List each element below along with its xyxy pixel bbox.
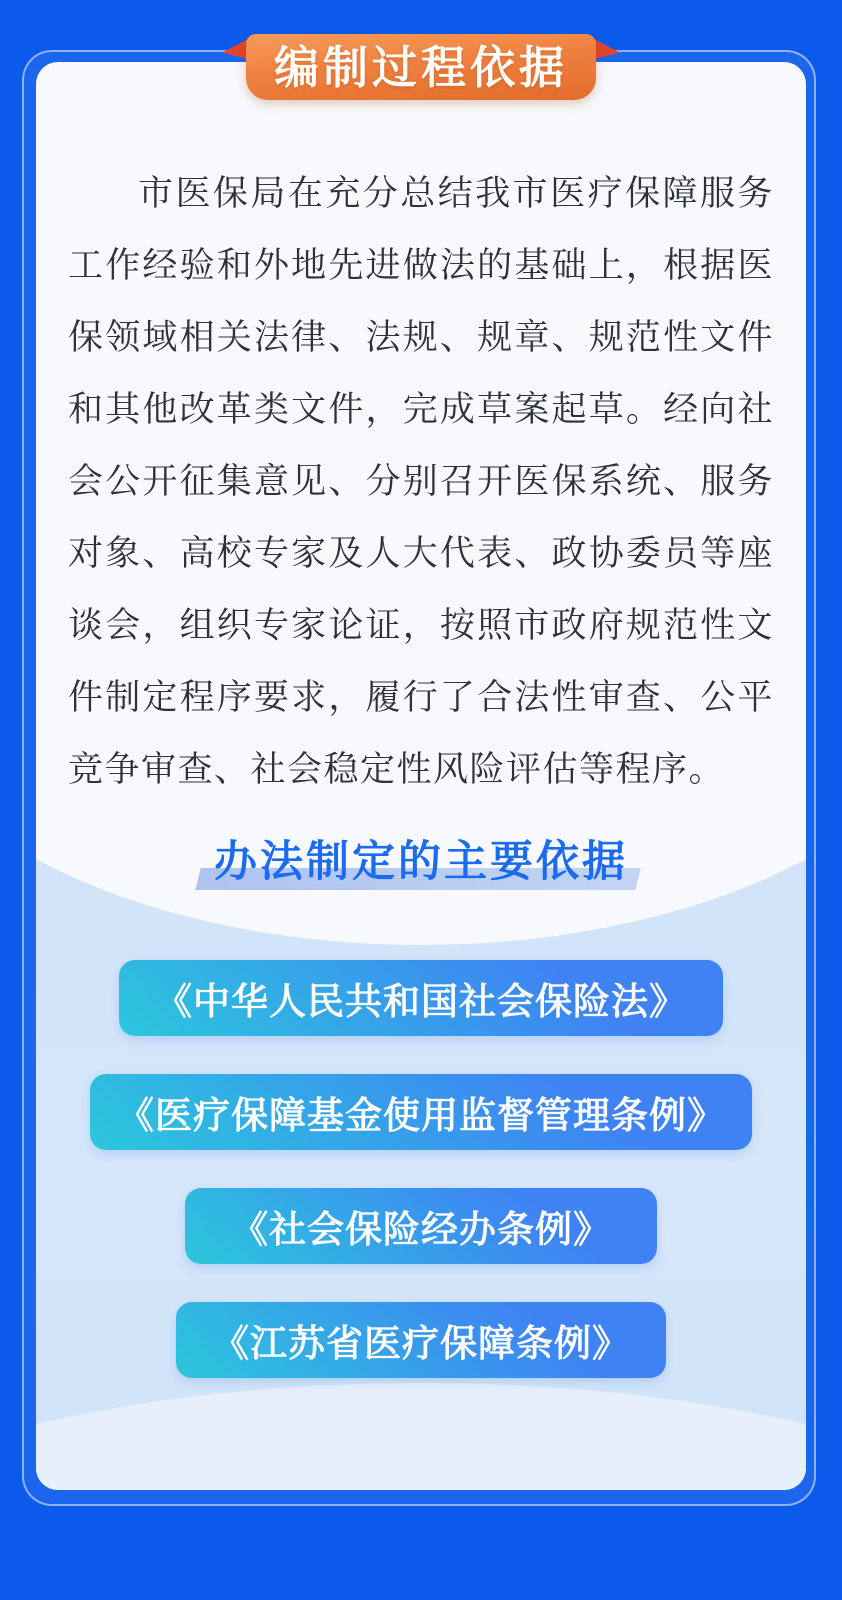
law-pill-label: 《中华人民共和国社会保险法》 bbox=[155, 981, 687, 1022]
law-list bbox=[36, 960, 806, 1378]
section-heading bbox=[214, 832, 628, 892]
page-title: 编制过程依据 bbox=[273, 41, 568, 93]
body-paragraph: 市医保局在充分总结我市医疗保障服务工作经验和外地先进做法的基础上，根据医保领域相关法律、法规、规章、规范性文件和其他改革类文件，完成草案起草。经向社会公开征集意见、分别召开医保系统、服务对象、高校专家及人大代表、政协委员等座谈会，组织专家论证，按照市政府规范性文件制定程序要求，履行了合法性审查、公平竞争审查、社会稳定性风险评估等程序。 bbox=[68, 174, 774, 789]
law-pill bbox=[176, 1302, 666, 1378]
title-banner bbox=[246, 34, 596, 100]
law-pill bbox=[185, 1188, 657, 1264]
law-pill-label: 《社会保险经办条例》 bbox=[231, 1209, 611, 1250]
section-heading-label: 办法制定的主要依据 bbox=[214, 838, 628, 886]
title-banner-body bbox=[246, 34, 596, 100]
content-card bbox=[36, 62, 806, 1490]
law-pill-label: 《江苏省医疗保障条例》 bbox=[212, 1323, 630, 1364]
law-pill bbox=[119, 960, 723, 1036]
law-pill-label: 《医疗保障基金使用监督管理条例》 bbox=[117, 1095, 725, 1136]
law-pill bbox=[90, 1074, 752, 1150]
